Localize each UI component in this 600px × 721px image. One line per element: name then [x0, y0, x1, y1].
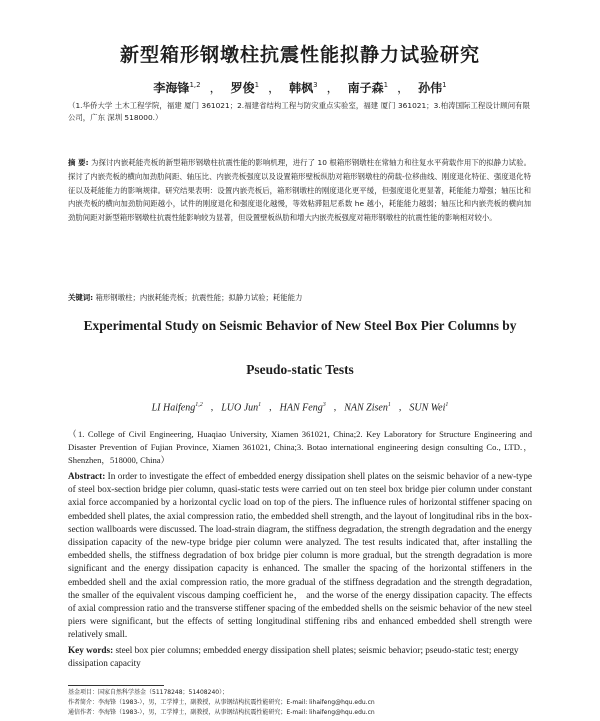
author-name: 韩枫	[289, 81, 314, 95]
author-separator: ,	[269, 402, 272, 414]
author-separator: ，	[268, 81, 281, 95]
footnote-corresponding-author: 通信作者：李海锋（1983-），男，工学博士，副教授，从事钢结构抗震性能研究；E-mail: lihaifeng@hqu.edu.cn	[68, 709, 375, 716]
author-separator: ，	[326, 81, 339, 95]
english-keywords	[68, 644, 532, 670]
chinese-keywords	[68, 292, 531, 303]
english-authors	[0, 402, 600, 413]
author-affiliation-mark: 1,2	[189, 81, 201, 89]
chinese-title: 新型箱形钢墩柱抗震性能拟静力试验研究	[119, 44, 480, 66]
english-affiliation: （1. College of Civil Engineering, Huaqiao University, Xiamen 361021, China;2. Key Laboratory for Structure Engineering and Disaster Prevention of Fujian Province, Xiamen 361021, China;3. Botao international engineering design consulting Co., LTD.，Shenzhen，518000, China）	[68, 429, 532, 465]
footnotes	[68, 688, 538, 718]
chinese-keywords-label: 关键词:	[68, 293, 94, 302]
author-separator: ,	[398, 402, 402, 414]
author-separator: ,	[333, 402, 337, 414]
author-name: NAN Zisen	[344, 402, 388, 414]
author-affiliation-mark: 1	[254, 81, 260, 89]
chinese-abstract-label: 摘 要:	[68, 158, 89, 167]
english-abstract-label: Abstract:	[68, 471, 106, 481]
chinese-authors	[0, 79, 600, 96]
author-affiliation-mark: 1	[442, 81, 447, 89]
footnote-divider	[68, 685, 164, 686]
author-affiliation-mark: 1	[445, 402, 449, 408]
chinese-abstract-text: 为探讨内嵌耗能壳板的新型箱形钢墩柱抗震性能的影响机理，进行了 10 根箱形钢墩柱在常轴力和往复水平荷载作用下的拟静力试验。探讨了内嵌壳板的横向加劲肋间距、轴压比、内嵌壳板强度以及设置箱形壁板纵肋对箱形钢墩柱的荷载-位移曲线、刚度退化特征、强度退化特征以及耗能能力的影响规律。研究结果表明：设置内嵌壳板后，箱形钢墩柱的刚度退化更平缓，但强度退化更显著，耗能能力增强；轴压比和内嵌壳板的横向加劲肋间距越小，试件的刚度退化和强度退化越慢，等效粘滞阻尼系数 he 越小，耗能能力越弱；轴压比和内嵌壳板的横向加劲肋间距对新型箱形钢墩柱抗震性能影响较为显著，但设置壁板纵肋和增大内嵌壳板强度对箱形钢墩柱的抗震性能的影响相对较小。	[68, 158, 532, 223]
author-name: LUO Jun	[221, 402, 259, 414]
author-separator: ，	[209, 81, 222, 95]
author-affiliation-mark: 1	[383, 81, 389, 89]
author-name: LI Haifeng	[151, 402, 196, 414]
author-name: SUN Wei	[409, 402, 446, 414]
author-name: HAN Feng	[279, 402, 323, 414]
footnote-author-bio: 作者简介：李海锋（1983-），男，工学博士，副教授，从事钢结构抗震性能研究；E-mail: lihaifeng@hqu.edu.cn	[68, 699, 375, 706]
english-abstract	[68, 470, 532, 642]
author-separator: ,	[210, 402, 214, 414]
english-title-line-2: Pseudo-static Tests	[246, 362, 354, 377]
english-title-line-1: Experimental Study on Seismic Behavior of New Steel Box Pier Columns by	[83, 318, 517, 333]
author-affiliation-mark: 1	[387, 402, 391, 408]
author-affiliation-mark: 1,2	[195, 402, 203, 408]
english-keywords-label: Key words:	[68, 645, 114, 655]
english-keywords-text: steel box pier columns; embedded energy dissipation shell plates; seismic behavior; pseudo-static test; energy dissipation capacity	[68, 645, 519, 669]
author-name: 南子森	[347, 81, 384, 95]
chinese-keywords-text: 箱形钢墩柱；内嵌耗能壳板；抗震性能；拟静力试验；耗能能力	[95, 293, 303, 302]
footnote-funding: 基金项目：国家自然科学基金（51178248；51408240）；	[68, 689, 229, 696]
author-separator: ，	[397, 81, 410, 95]
author-affiliation-mark: 3	[313, 81, 318, 89]
chinese-affiliation: （1.华侨大学 土木工程学院，福建 厦门 361021；2.福建省结构工程与防灾重点实验室，福建 厦门 361021；3.柏涛国际工程设计顾问有限公司，广东 深圳 518000.）	[68, 101, 530, 122]
author-affiliation-mark: 3	[322, 402, 326, 408]
chinese-abstract	[68, 156, 531, 225]
author-name: 李海锋	[153, 81, 190, 95]
english-abstract-text: In order to investigate the effect of embedded energy dissipation shell plates on the seismic behavior of a new-type of steel box-section bridge pier column, quasi-static tests were carried out on ten steel box bridge pier column under constant axial force accompanied by a horizontal cyclic load on top of the piers. The influence rules of horizontal stiffener spacing on embedded shell plates, the axial compression ratio, the embedded shell strength, and the layout of longitudinal ribs in the box-section wallboards were discussed. The load-strain diagram, the stiffness degradation, the strength degradation and the energy dissipation capacity of the new-type bridge pier column were analyzed. The test results indicated that, after installing the embedded shells, the stiffness degradation of box bridge pier column is more gradual, but the strength degradation is more significant and the energy dissipation capacity is enhanced. The smaller the spacing of the horizontal stiffeners in the embedded shell and the axial compression ratio, the more gradual of the stiffness degradation and the strength degradation, the smaller of the equivalent viscous damping coefficient he， and the worse of the energy dissipation capacity. The effects of axial compression ratio and the transverse stiffener spacing of the embedded shells on the seismic behavior of the new steel piers were significant, but the effects of setting longitudinal stiffening ribs and enhanced embedded shell strength were relatively small.	[68, 471, 533, 640]
author-name: 罗俊	[230, 81, 255, 95]
author-affiliation-mark: 1	[258, 402, 262, 408]
author-name: 孙伟	[418, 81, 443, 95]
